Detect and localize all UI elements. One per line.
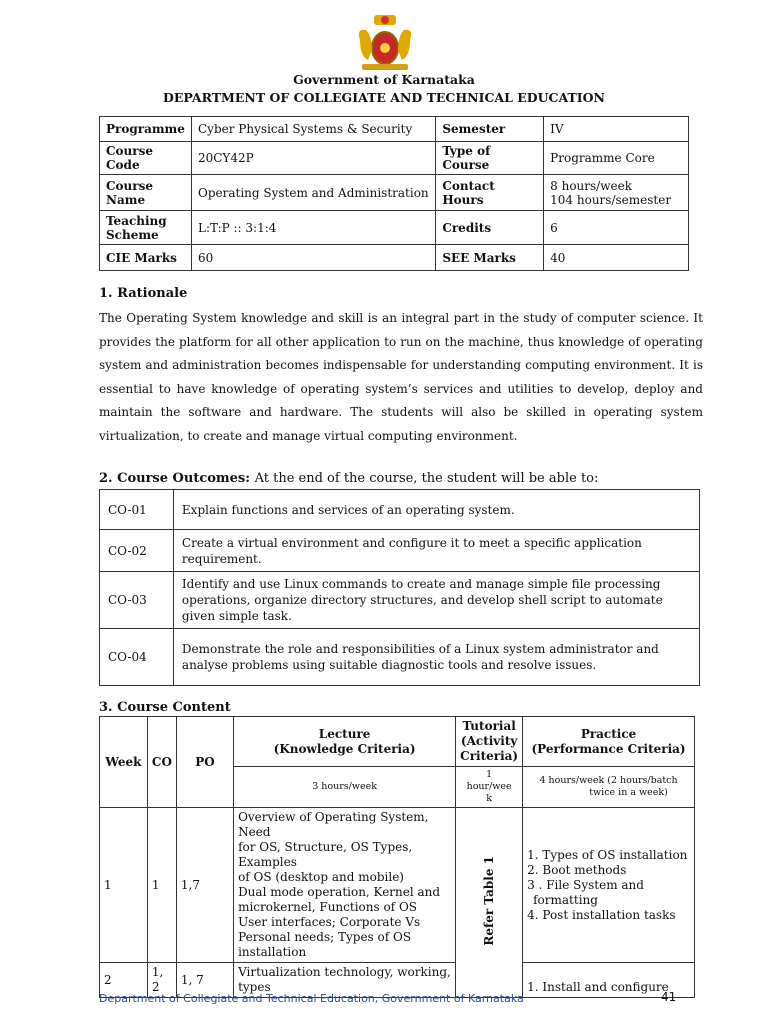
refer-table-label: Refer Table 1 xyxy=(481,855,496,946)
value-credits: 6 xyxy=(544,211,689,245)
karnataka-emblem-icon xyxy=(350,10,420,74)
contact-hours-week: 8 hours/week xyxy=(550,178,632,193)
tutorial-hours-line3: k xyxy=(486,793,493,804)
co-text: Identify and use Linux commands to create and manage simple file processing operations, organize directory structures, and develop shell script to automate given simple task. xyxy=(173,572,699,629)
tutorial-hours-line1: 1 xyxy=(486,769,493,780)
lecture-line: of OS (desktop and mobile) xyxy=(238,870,404,884)
footer-text: Department of Collegiate and Technical Education, Government of Karnataka xyxy=(99,992,524,1005)
value-course-name: Operating System and Administration xyxy=(191,175,435,211)
value-see-marks: 40 xyxy=(544,245,689,271)
label-teaching-line1: Teaching xyxy=(106,213,167,228)
co-line: 2 xyxy=(151,980,160,994)
label-course-code: Course Code xyxy=(100,142,192,175)
table-row xyxy=(100,245,689,271)
page-number: 41 xyxy=(661,990,677,1004)
content-heading xyxy=(99,700,231,715)
practice-hours-line1: 4 hours/week (2 hours/batch xyxy=(539,775,678,786)
label-teaching-line2: Scheme xyxy=(106,227,159,242)
label-teaching-scheme xyxy=(100,211,192,245)
header-po: PO xyxy=(176,717,233,808)
tutorial-cell xyxy=(456,808,523,998)
practice-cell xyxy=(523,808,695,963)
lecture-line: User interfaces; Corporate Vs xyxy=(238,915,421,929)
practice-hours xyxy=(523,767,695,808)
practice-line: 4. Post installation tasks xyxy=(527,907,676,922)
table-row xyxy=(100,142,689,175)
table-row xyxy=(100,572,700,629)
label-contact-hours: Contact Hours xyxy=(436,175,544,211)
label-programme: Programme xyxy=(100,117,192,142)
label-type-of-course: Type of Course xyxy=(436,142,544,175)
value-programme: Cyber Physical Systems & Security xyxy=(191,117,435,142)
course-content-table xyxy=(99,716,695,998)
lecture-line: Dual mode operation, Kernel and xyxy=(238,885,441,899)
table-row xyxy=(100,530,700,572)
co-text: Demonstrate the role and responsibilities of a Linux system administrator and analyse problems using suitable diagnostic tools and resolve issues. xyxy=(173,629,699,686)
co-code: CO-04 xyxy=(100,629,174,686)
header-practice-line2: (Performance Criteria) xyxy=(531,741,686,756)
header-practice-line1: Practice xyxy=(580,726,637,741)
value-course-code: 20CY42P xyxy=(191,142,435,175)
section-number: 3. xyxy=(99,700,113,715)
header-lecture xyxy=(234,717,456,767)
practice-hours-line2: twice in a week) xyxy=(589,787,668,798)
lecture-line: microkernel, Functions of OS xyxy=(238,900,417,914)
label-course-name: Course Name xyxy=(100,175,192,211)
practice-line: 1. Types of OS installation xyxy=(527,847,688,862)
practice-line: 3 . File System and xyxy=(527,877,644,892)
co-text: Explain functions and services of an operating system. xyxy=(173,490,699,530)
table-header-row xyxy=(100,717,695,767)
outcomes-intro: At the end of the course, the student will be able to: xyxy=(254,471,599,486)
practice-line: formatting xyxy=(533,892,598,907)
department-title: DEPARTMENT OF COLLEGIATE AND TECHNICAL EDUCATION xyxy=(163,90,605,105)
tutorial-hours-line2: hour/wee xyxy=(466,781,512,792)
label-cie-marks: CIE Marks xyxy=(100,245,192,271)
lecture-line: types xyxy=(238,980,271,994)
tutorial-hours xyxy=(456,767,523,808)
value-type-of-course: Programme Core xyxy=(544,142,689,175)
label-credits: Credits xyxy=(436,211,544,245)
table-row xyxy=(100,490,700,530)
lecture-hours: 3 hours/week xyxy=(234,767,456,808)
table-row xyxy=(100,175,689,211)
section-title: Rationale xyxy=(117,286,188,301)
table-row xyxy=(100,808,695,963)
lecture-line: Overview of Operating System, Need xyxy=(238,810,429,839)
header-tutorial xyxy=(456,717,523,767)
header-tutorial-line3: Criteria) xyxy=(460,749,519,763)
co-code: CO-02 xyxy=(100,530,174,572)
label-see-marks: SEE Marks xyxy=(436,245,544,271)
rationale-text: The Operating System knowledge and skill is an integral part in the study of computer science. It provides the platform for all other application to run on the machine, thus knowledge of operating system and administration becomes indispensable for understanding computing environment. It is essential to have knowledge of operating system’s services and utilities to develop, deploy and maintain the software and hardware. The students will also be skilled in operating system virtualization, to create and manage virtual computing environment. xyxy=(99,311,703,443)
header-week: Week xyxy=(100,717,148,808)
section-number: 1. xyxy=(99,286,113,301)
co-cell: 1 xyxy=(147,808,176,963)
section-number: 2. xyxy=(99,471,113,486)
contact-hours-semester: 104 hours/semester xyxy=(550,192,672,207)
header-tutorial-line1: Tutorial xyxy=(462,719,516,733)
header-lecture-line2: (Knowledge Criteria) xyxy=(273,741,416,756)
value-contact-hours xyxy=(544,175,689,211)
lecture-line: installation xyxy=(238,945,307,959)
label-semester: Semester xyxy=(436,117,544,142)
header-lecture-line1: Lecture xyxy=(318,726,371,741)
value-semester: IV xyxy=(544,117,689,142)
co-code: CO-01 xyxy=(100,490,174,530)
table-row xyxy=(100,211,689,245)
header-tutorial-line2: (Activity xyxy=(460,734,518,748)
po-cell: 1, 7 xyxy=(176,963,233,998)
week-cell: 2 xyxy=(100,963,148,998)
practice-line: 2. Boot methods xyxy=(527,862,627,877)
outcomes-heading xyxy=(99,471,598,486)
header-practice xyxy=(523,717,695,767)
government-title: Government of Karnataka xyxy=(293,72,475,87)
header-co: CO xyxy=(147,717,176,808)
value-cie-marks: 60 xyxy=(191,245,435,271)
course-outcomes-table xyxy=(99,489,700,686)
rationale-heading xyxy=(99,286,187,301)
section-title: Course Content xyxy=(117,700,231,715)
po-cell: 1,7 xyxy=(176,808,233,963)
lecture-line: Personal needs; Types of OS xyxy=(238,930,412,944)
table-row xyxy=(100,117,689,142)
lecture-line: for OS, Structure, OS Types, Examples xyxy=(238,840,413,869)
co-text: Create a virtual environment and configure it to meet a specific application requirement. xyxy=(173,530,699,572)
co-line: 1, xyxy=(151,965,164,979)
lecture-line: Virtualization technology, working, xyxy=(238,965,451,979)
co-code: CO-03 xyxy=(100,572,174,629)
week-cell: 1 xyxy=(100,808,148,963)
course-info-table xyxy=(99,116,689,271)
lecture-cell xyxy=(234,808,456,963)
value-teaching-scheme: L:T:P :: 3:1:4 xyxy=(191,211,435,245)
table-row xyxy=(100,629,700,686)
practice-line: 1. Install and configure xyxy=(527,980,669,994)
section-title: Course Outcomes: xyxy=(117,471,251,486)
